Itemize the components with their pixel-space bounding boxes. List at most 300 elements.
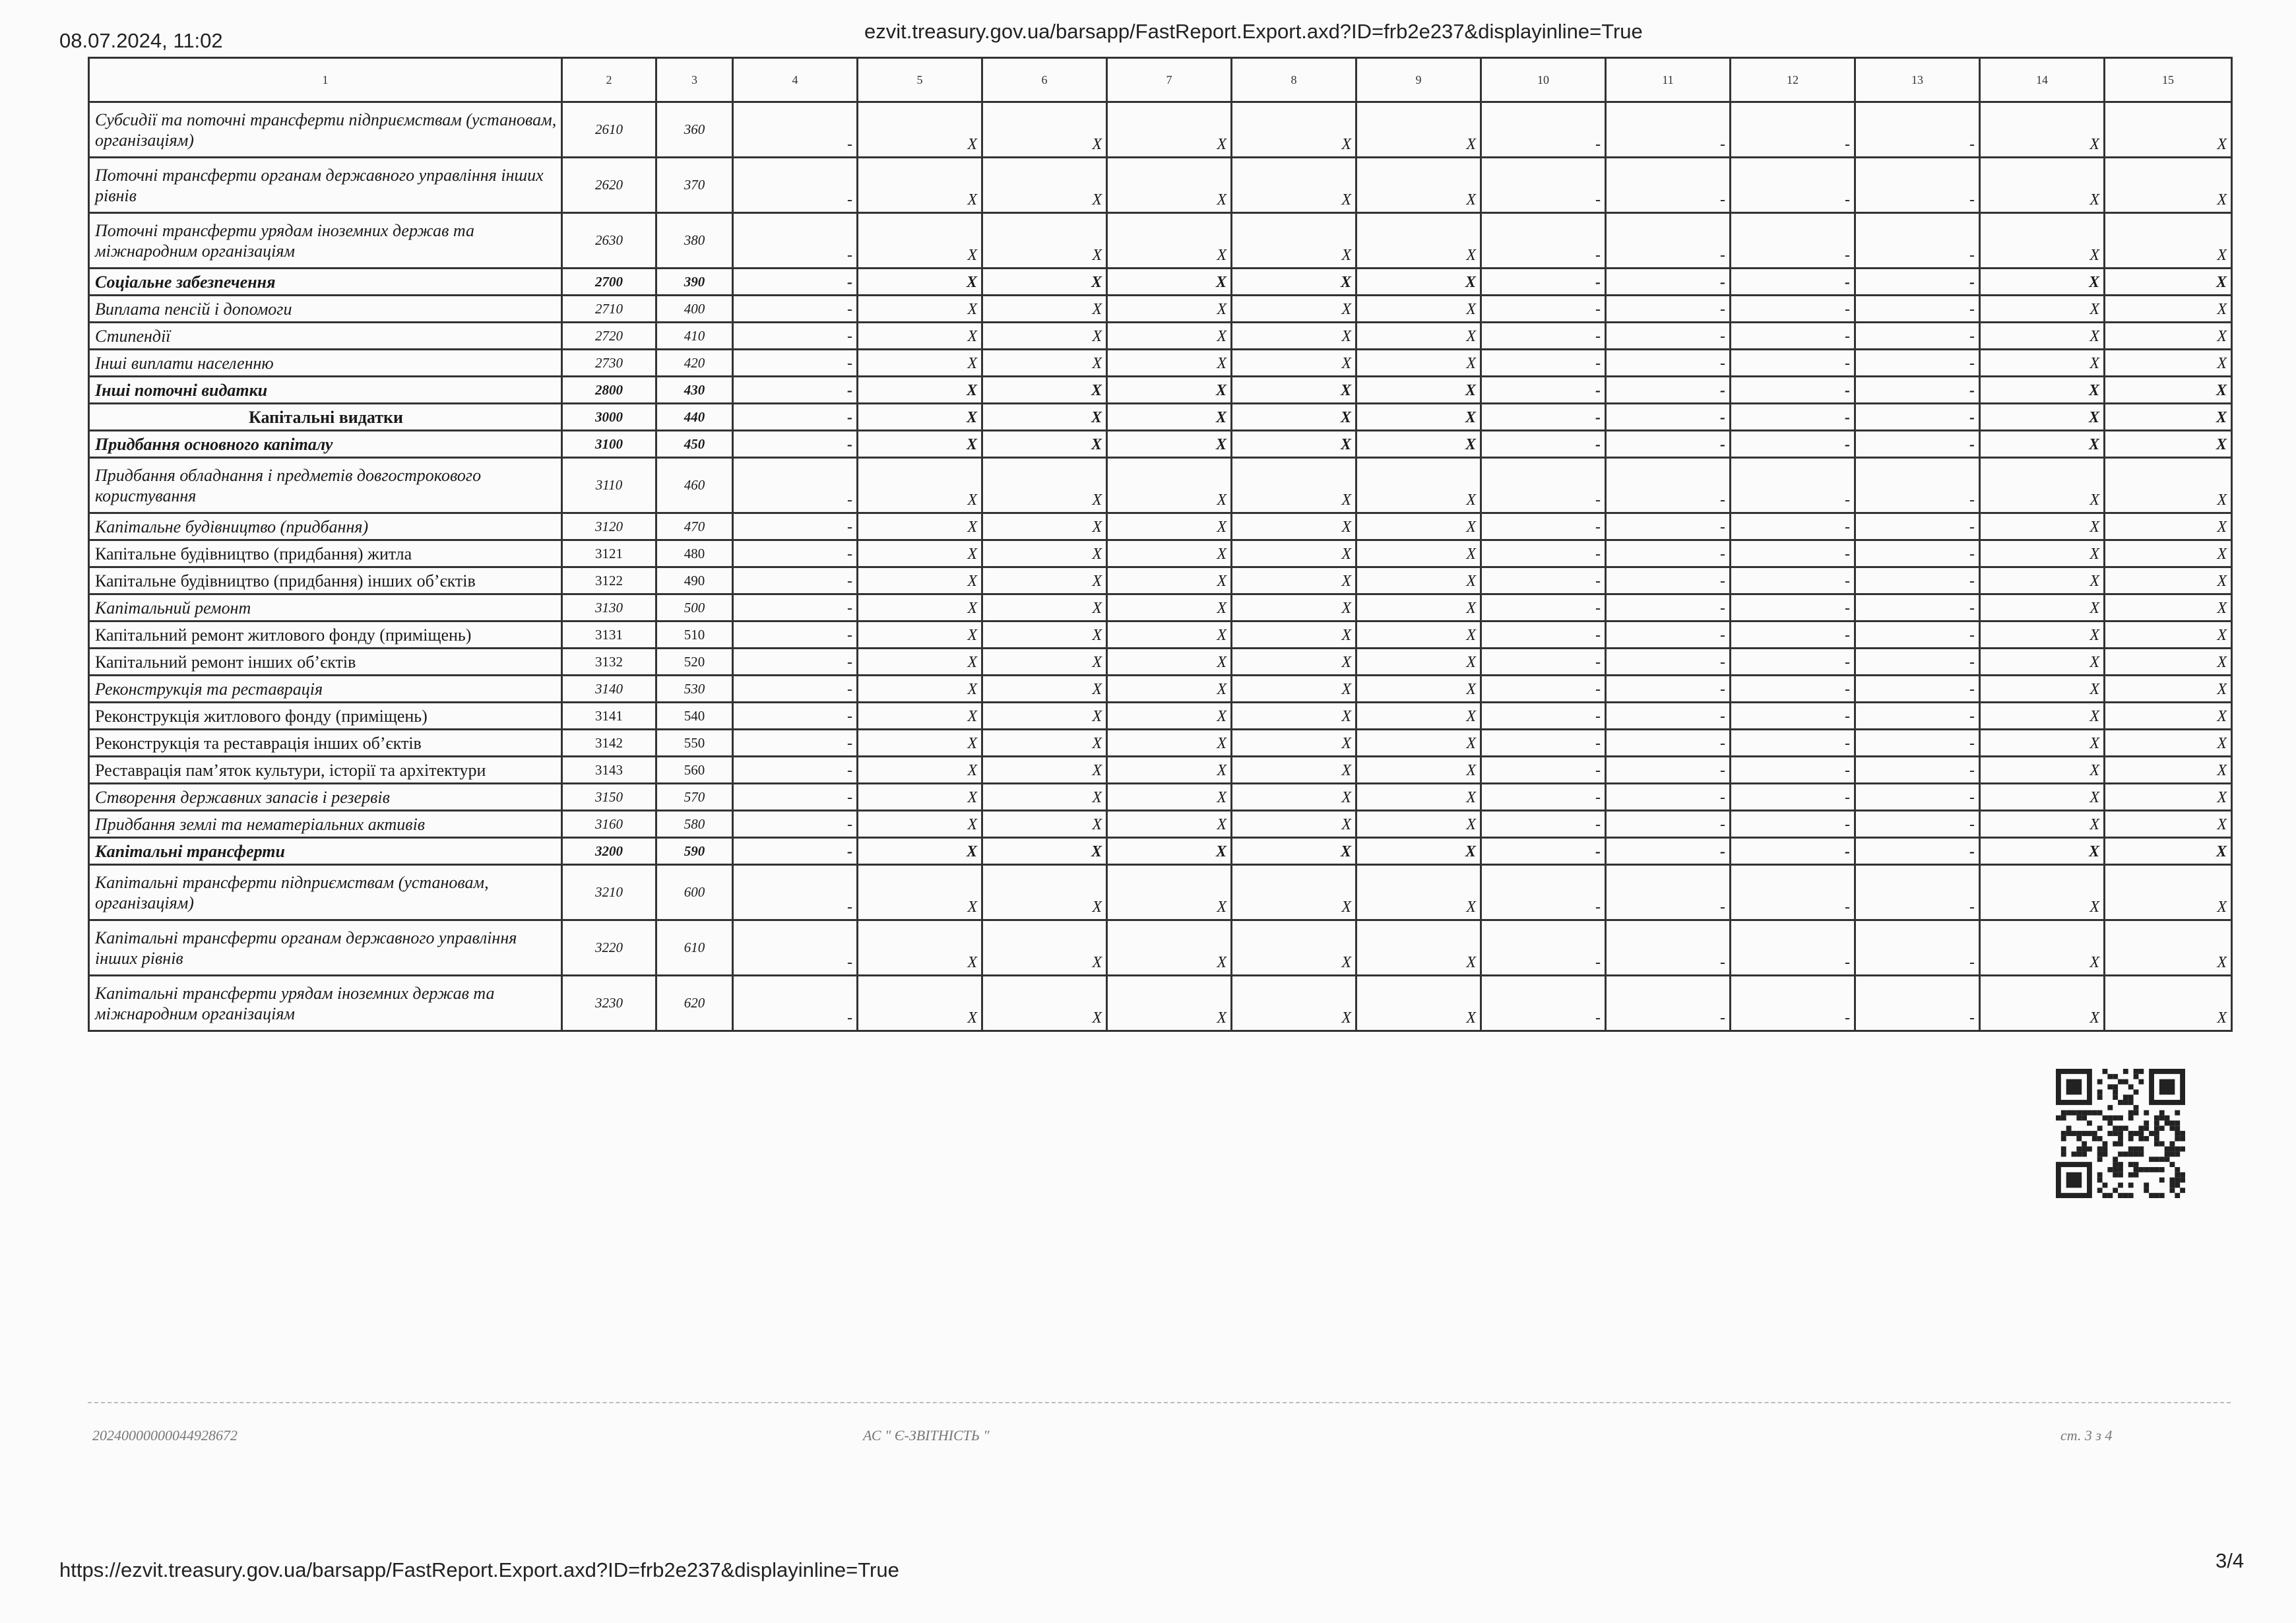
table-row: [89, 567, 2232, 594]
value-cell: -: [733, 594, 858, 621]
value-cell: -: [1606, 296, 1731, 323]
value-cell: X: [1356, 594, 1481, 621]
value-cell: -: [1606, 865, 1731, 920]
value-cell: X: [1107, 920, 1232, 976]
value-cell: -: [1606, 594, 1731, 621]
line-code: 530: [656, 676, 733, 703]
value-cell: X: [1356, 976, 1481, 1031]
value-cell: X: [1107, 350, 1232, 377]
value-cell: X: [858, 513, 982, 540]
value-cell: -: [1855, 296, 1980, 323]
value-cell: X: [1980, 269, 2105, 296]
value-cell: -: [1855, 838, 1980, 865]
value-cell: -: [733, 431, 858, 458]
document-page: ст. 3 з 4: [2060, 1427, 2113, 1444]
row-label: Стипендії: [89, 323, 562, 350]
value-cell: X: [2105, 158, 2232, 213]
row-label: Капітальні трансферти: [89, 838, 562, 865]
value-cell: X: [982, 404, 1107, 431]
value-cell: -: [733, 567, 858, 594]
value-cell: -: [1855, 513, 1980, 540]
value-cell: X: [982, 730, 1107, 757]
value-cell: X: [1232, 920, 1356, 976]
value-cell: -: [1606, 920, 1731, 976]
value-cell: -: [733, 703, 858, 730]
value-cell: X: [1232, 567, 1356, 594]
value-cell: X: [1980, 676, 2105, 703]
kekv-code: 3220: [562, 920, 656, 976]
line-code: 410: [656, 323, 733, 350]
row-label: Інші поточні видатки: [89, 377, 562, 404]
row-label: Поточні трансферти органам державного управління інших рівнів: [89, 158, 562, 213]
kekv-code: 2710: [562, 296, 656, 323]
value-cell: X: [1980, 404, 2105, 431]
value-cell: X: [2105, 703, 2232, 730]
value-cell: -: [1731, 323, 1855, 350]
value-cell: -: [1481, 649, 1606, 676]
value-cell: X: [1356, 458, 1481, 513]
value-cell: X: [1107, 730, 1232, 757]
value-cell: -: [1481, 920, 1606, 976]
value-cell: -: [1481, 513, 1606, 540]
value-cell: X: [2105, 213, 2232, 269]
value-cell: X: [1980, 323, 2105, 350]
kekv-code: 3200: [562, 838, 656, 865]
value-cell: -: [1731, 296, 1855, 323]
column-header: 2: [562, 58, 656, 102]
value-cell: -: [1855, 350, 1980, 377]
print-datetime: 08.07.2024, 11:02: [59, 29, 223, 52]
value-cell: X: [1980, 350, 2105, 377]
table-row: [89, 404, 2232, 431]
value-cell: X: [858, 213, 982, 269]
value-cell: X: [1356, 431, 1481, 458]
kekv-code: 3000: [562, 404, 656, 431]
value-cell: X: [1356, 513, 1481, 540]
value-cell: X: [1980, 431, 2105, 458]
value-cell: -: [1606, 350, 1731, 377]
table-row: [89, 269, 2232, 296]
value-cell: X: [982, 540, 1107, 567]
column-header: 15: [2105, 58, 2232, 102]
value-cell: X: [1232, 404, 1356, 431]
value-cell: -: [1481, 102, 1606, 158]
value-cell: X: [1356, 730, 1481, 757]
value-cell: -: [1481, 323, 1606, 350]
value-cell: X: [1107, 676, 1232, 703]
value-cell: X: [982, 513, 1107, 540]
value-cell: X: [1356, 350, 1481, 377]
value-cell: -: [1481, 269, 1606, 296]
row-label: Інші виплати населенню: [89, 350, 562, 377]
row-label: Придбання основного капіталу: [89, 431, 562, 458]
table-row: [89, 513, 2232, 540]
value-cell: -: [1731, 920, 1855, 976]
value-cell: X: [1356, 567, 1481, 594]
value-cell: X: [1232, 431, 1356, 458]
value-cell: -: [1481, 865, 1606, 920]
value-cell: -: [1481, 621, 1606, 649]
value-cell: X: [1980, 865, 2105, 920]
column-header: 7: [1107, 58, 1232, 102]
table-row: [89, 784, 2232, 811]
value-cell: -: [1481, 976, 1606, 1031]
kekv-code: 3121: [562, 540, 656, 567]
value-cell: X: [982, 649, 1107, 676]
print-header-url: ezvit.treasury.gov.ua/barsapp/FastReport.Export.axd?ID=frb2e237&displayinline=True: [864, 20, 1643, 43]
value-cell: X: [1232, 703, 1356, 730]
value-cell: X: [1356, 269, 1481, 296]
value-cell: -: [1606, 158, 1731, 213]
value-cell: -: [733, 404, 858, 431]
value-cell: X: [1107, 567, 1232, 594]
kekv-code: 3160: [562, 811, 656, 838]
value-cell: -: [733, 513, 858, 540]
table-row: [89, 458, 2232, 513]
value-cell: X: [1107, 784, 1232, 811]
value-cell: X: [982, 703, 1107, 730]
value-cell: X: [982, 350, 1107, 377]
row-label: Капітальний ремонт інших об’єктів: [89, 649, 562, 676]
value-cell: -: [1731, 838, 1855, 865]
column-header: 1: [89, 58, 562, 102]
kekv-code: 3140: [562, 676, 656, 703]
value-cell: X: [1232, 540, 1356, 567]
value-cell: -: [1731, 513, 1855, 540]
value-cell: X: [1356, 296, 1481, 323]
value-cell: -: [1481, 431, 1606, 458]
value-cell: X: [982, 784, 1107, 811]
value-cell: X: [858, 649, 982, 676]
value-cell: -: [733, 811, 858, 838]
value-cell: X: [1980, 567, 2105, 594]
value-cell: X: [1107, 323, 1232, 350]
value-cell: -: [1731, 594, 1855, 621]
line-code: 370: [656, 158, 733, 213]
value-cell: X: [1980, 757, 2105, 784]
value-cell: X: [982, 976, 1107, 1031]
value-cell: X: [1107, 540, 1232, 567]
value-cell: X: [982, 458, 1107, 513]
value-cell: -: [1606, 567, 1731, 594]
value-cell: X: [1980, 377, 2105, 404]
print-footer-url: https://ezvit.treasury.gov.ua/barsapp/FastReport.Export.axd?ID=frb2e237&displayinline=True: [59, 1558, 899, 1581]
line-code: 430: [656, 377, 733, 404]
value-cell: X: [982, 431, 1107, 458]
column-header: 9: [1356, 58, 1481, 102]
value-cell: -: [733, 976, 858, 1031]
value-cell: X: [2105, 676, 2232, 703]
value-cell: X: [1356, 621, 1481, 649]
value-cell: X: [982, 296, 1107, 323]
line-code: 490: [656, 567, 733, 594]
kekv-code: 2610: [562, 102, 656, 158]
value-cell: X: [1980, 458, 2105, 513]
value-cell: -: [1855, 703, 1980, 730]
table-row: [89, 377, 2232, 404]
value-cell: -: [733, 350, 858, 377]
column-header: 10: [1481, 58, 1606, 102]
value-cell: X: [1356, 102, 1481, 158]
value-cell: X: [982, 269, 1107, 296]
value-cell: X: [2105, 431, 2232, 458]
value-cell: X: [1232, 594, 1356, 621]
value-cell: -: [1481, 757, 1606, 784]
table-row: [89, 976, 2232, 1031]
value-cell: -: [1731, 811, 1855, 838]
line-code: 550: [656, 730, 733, 757]
value-cell: X: [1232, 784, 1356, 811]
value-cell: -: [1606, 377, 1731, 404]
value-cell: X: [1107, 404, 1232, 431]
value-cell: X: [1107, 594, 1232, 621]
line-code: 450: [656, 431, 733, 458]
value-cell: X: [1232, 296, 1356, 323]
value-cell: X: [982, 865, 1107, 920]
value-cell: X: [1980, 540, 2105, 567]
value-cell: -: [1731, 567, 1855, 594]
value-cell: -: [1606, 323, 1731, 350]
line-code: 420: [656, 350, 733, 377]
value-cell: -: [733, 621, 858, 649]
kekv-code: 3143: [562, 757, 656, 784]
row-label: Соціальне забезпечення: [89, 269, 562, 296]
value-cell: X: [1107, 811, 1232, 838]
kekv-code: 3142: [562, 730, 656, 757]
value-cell: -: [1731, 458, 1855, 513]
value-cell: -: [733, 269, 858, 296]
value-cell: X: [1232, 976, 1356, 1031]
value-cell: -: [733, 838, 858, 865]
value-cell: X: [858, 976, 982, 1031]
line-code: 590: [656, 838, 733, 865]
value-cell: X: [858, 730, 982, 757]
line-code: 400: [656, 296, 733, 323]
value-cell: X: [1980, 811, 2105, 838]
value-cell: X: [1107, 458, 1232, 513]
value-cell: X: [2105, 621, 2232, 649]
value-cell: X: [2105, 838, 2232, 865]
value-cell: -: [733, 676, 858, 703]
value-cell: -: [1606, 540, 1731, 567]
value-cell: -: [1855, 594, 1980, 621]
value-cell: -: [1606, 838, 1731, 865]
value-cell: X: [1356, 404, 1481, 431]
value-cell: -: [733, 920, 858, 976]
value-cell: X: [1107, 703, 1232, 730]
kekv-code: 3210: [562, 865, 656, 920]
value-cell: X: [1980, 730, 2105, 757]
value-cell: X: [1232, 676, 1356, 703]
value-cell: X: [858, 784, 982, 811]
value-cell: -: [1855, 323, 1980, 350]
value-cell: -: [1731, 757, 1855, 784]
value-cell: X: [2105, 458, 2232, 513]
value-cell: -: [733, 102, 858, 158]
value-cell: X: [1980, 649, 2105, 676]
line-code: 570: [656, 784, 733, 811]
value-cell: X: [1356, 865, 1481, 920]
value-cell: X: [2105, 594, 2232, 621]
value-cell: X: [982, 567, 1107, 594]
kekv-code: 3130: [562, 594, 656, 621]
column-header: 14: [1980, 58, 2105, 102]
kekv-code: 2730: [562, 350, 656, 377]
value-cell: -: [1481, 213, 1606, 269]
value-cell: X: [2105, 784, 2232, 811]
line-code: 480: [656, 540, 733, 567]
value-cell: X: [1107, 865, 1232, 920]
value-cell: X: [1107, 757, 1232, 784]
value-cell: -: [1481, 458, 1606, 513]
row-label: Капітальні трансферти урядам іноземних держав та міжнародним організаціям: [89, 976, 562, 1031]
value-cell: -: [1731, 976, 1855, 1031]
value-cell: -: [733, 323, 858, 350]
value-cell: -: [1606, 676, 1731, 703]
line-code: 600: [656, 865, 733, 920]
row-label: Капітальні трансферти підприємствам (установам, організаціям): [89, 865, 562, 920]
value-cell: -: [1731, 102, 1855, 158]
value-cell: X: [858, 865, 982, 920]
value-cell: X: [1107, 621, 1232, 649]
value-cell: X: [2105, 102, 2232, 158]
value-cell: -: [1606, 730, 1731, 757]
value-cell: X: [2105, 377, 2232, 404]
value-cell: -: [733, 458, 858, 513]
value-cell: X: [1980, 102, 2105, 158]
value-cell: -: [1606, 703, 1731, 730]
value-cell: X: [982, 811, 1107, 838]
value-cell: X: [1107, 158, 1232, 213]
row-label: Капітальні трансферти органам державного управління інших рівнів: [89, 920, 562, 976]
value-cell: -: [1731, 676, 1855, 703]
table-row: [89, 540, 2232, 567]
value-cell: X: [1232, 811, 1356, 838]
row-label: Капітальне будівництво (придбання) інших об’єктів: [89, 567, 562, 594]
line-code: 560: [656, 757, 733, 784]
value-cell: -: [1481, 567, 1606, 594]
value-cell: -: [1855, 784, 1980, 811]
value-cell: -: [733, 540, 858, 567]
value-cell: X: [858, 703, 982, 730]
value-cell: X: [858, 757, 982, 784]
column-header: 11: [1606, 58, 1731, 102]
value-cell: -: [1481, 730, 1606, 757]
value-cell: -: [1481, 296, 1606, 323]
row-label: Реставрація пам’яток культури, історії та архітектури: [89, 757, 562, 784]
value-cell: X: [2105, 323, 2232, 350]
value-cell: X: [1232, 213, 1356, 269]
value-cell: -: [1731, 431, 1855, 458]
value-cell: X: [858, 811, 982, 838]
row-label: Виплата пенсій і допомоги: [89, 296, 562, 323]
value-cell: X: [982, 323, 1107, 350]
row-label: Субсидії та поточні трансферти підприємствам (установам, організаціям): [89, 102, 562, 158]
value-cell: X: [858, 567, 982, 594]
value-cell: -: [1606, 513, 1731, 540]
kekv-code: 3230: [562, 976, 656, 1031]
row-label: Капітальне будівництво (придбання): [89, 513, 562, 540]
value-cell: X: [1232, 458, 1356, 513]
row-label: Реконструкція та реставрація інших об’єктів: [89, 730, 562, 757]
value-cell: X: [1232, 102, 1356, 158]
value-cell: X: [982, 213, 1107, 269]
value-cell: X: [982, 676, 1107, 703]
value-cell: -: [1731, 404, 1855, 431]
value-cell: -: [1731, 865, 1855, 920]
kekv-code: 2800: [562, 377, 656, 404]
table-row: [89, 431, 2232, 458]
value-cell: X: [1107, 838, 1232, 865]
value-cell: -: [1606, 649, 1731, 676]
line-code: 500: [656, 594, 733, 621]
value-cell: X: [1107, 377, 1232, 404]
value-cell: X: [1356, 540, 1481, 567]
table-row: [89, 838, 2232, 865]
value-cell: X: [2105, 730, 2232, 757]
value-cell: -: [1481, 838, 1606, 865]
row-label: Капітальні видатки: [89, 404, 562, 431]
value-cell: -: [1481, 784, 1606, 811]
value-cell: X: [1232, 757, 1356, 784]
value-cell: X: [1232, 865, 1356, 920]
table-row: [89, 350, 2232, 377]
value-cell: X: [858, 594, 982, 621]
value-cell: X: [1107, 649, 1232, 676]
value-cell: X: [858, 404, 982, 431]
value-cell: -: [1606, 757, 1731, 784]
value-cell: X: [1232, 838, 1356, 865]
table-row: [89, 730, 2232, 757]
table-body: [89, 102, 2232, 1031]
value-cell: X: [858, 350, 982, 377]
value-cell: -: [1855, 102, 1980, 158]
value-cell: -: [1855, 158, 1980, 213]
line-code: 460: [656, 458, 733, 513]
table-row: [89, 676, 2232, 703]
value-cell: X: [858, 323, 982, 350]
value-cell: -: [1731, 540, 1855, 567]
value-cell: -: [733, 730, 858, 757]
value-cell: -: [733, 213, 858, 269]
value-cell: X: [1107, 976, 1232, 1031]
value-cell: X: [1980, 158, 2105, 213]
value-cell: X: [1232, 513, 1356, 540]
value-cell: X: [1356, 784, 1481, 811]
system-name: АС " Є-ЗВІТНІСТЬ ": [863, 1427, 990, 1444]
line-code: 380: [656, 213, 733, 269]
value-cell: -: [1606, 431, 1731, 458]
value-cell: X: [1356, 377, 1481, 404]
value-cell: -: [1855, 404, 1980, 431]
value-cell: -: [1855, 757, 1980, 784]
value-cell: -: [1481, 350, 1606, 377]
value-cell: X: [1232, 621, 1356, 649]
value-cell: X: [1980, 920, 2105, 976]
value-cell: -: [733, 865, 858, 920]
line-code: 580: [656, 811, 733, 838]
table-row: [89, 323, 2232, 350]
value-cell: X: [1107, 102, 1232, 158]
value-cell: X: [1980, 213, 2105, 269]
column-header: 4: [733, 58, 858, 102]
value-cell: X: [1107, 513, 1232, 540]
value-cell: X: [982, 757, 1107, 784]
column-header: 13: [1855, 58, 1980, 102]
value-cell: X: [982, 838, 1107, 865]
kekv-code: 2720: [562, 323, 656, 350]
value-cell: -: [1606, 621, 1731, 649]
